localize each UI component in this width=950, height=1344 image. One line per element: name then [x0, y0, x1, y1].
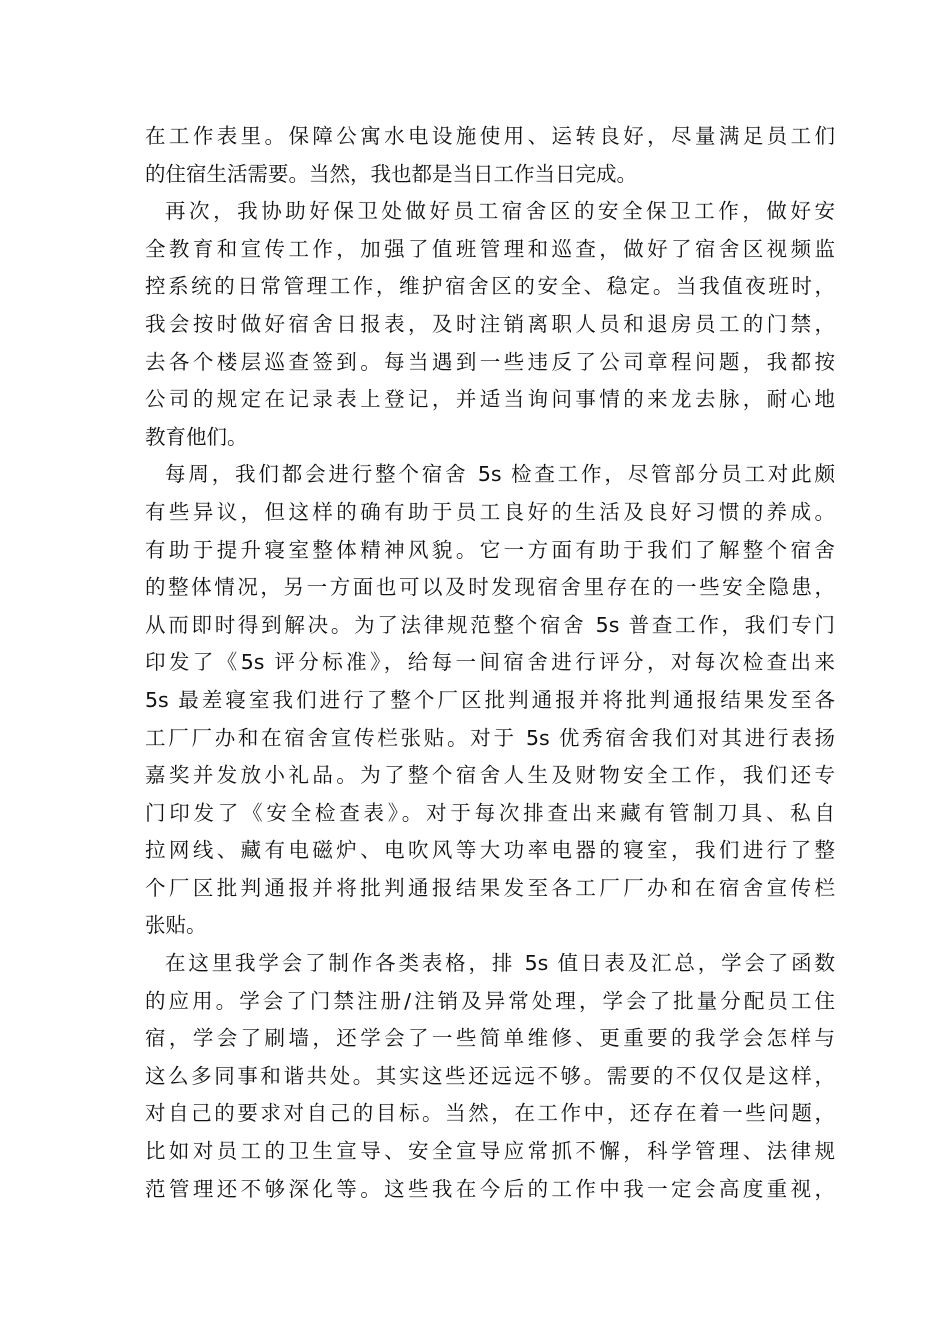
text-line: 个厂区批判通报并将批判通报结果发至各工厂厂办和在宿舍宣传栏 — [145, 875, 835, 900]
text-line: 公司的规定在记录表上登记，并适当询问事情的来龙去脉，耐心地 — [145, 387, 835, 412]
text-line: 教育他们。 — [145, 424, 248, 449]
text-line: 在工作表里。保障公寓水电设施使用、运转良好，尽量满足员工们 — [145, 124, 835, 148]
text-line: 的整体情况，另一方面也可以及时发现宿舍里存在的一些安全隐患， — [145, 575, 835, 600]
text-line: 这么多同事和谐共处。其实这些还远远不够。需要的不仅仅是这样， — [145, 1063, 835, 1088]
text-line: 控系统的日常管理工作，维护宿舍区的安全、稳定。当我值夜班时， — [145, 274, 835, 299]
text-line: 范管理还不够深化等。这些我在今后的工作中我一定会高度重视， — [145, 1176, 835, 1201]
text-line: 有助于提升寝室整体精神风貌。它一方面有助于我们了解整个宿舍 — [145, 537, 835, 562]
text-line: 在这里我学会了制作各类表格，排 5s 值日表及汇总，学会了函数 — [165, 951, 835, 976]
text-line: 嘉奖并发放小礼品。为了整个宿舍人生及财物安全工作，我们还专 — [145, 763, 835, 788]
document-body — [145, 118, 835, 1208]
text-line: 宿，学会了刷墙，还学会了一些简单维修、更重要的我学会怎样与 — [145, 1026, 835, 1051]
text-line: 5s 最差寝室我们进行了整个厂区批判通报并将批判通报结果发至各 — [145, 687, 835, 712]
text-line: 拉网线、藏有电磁炉、电吹风等大功率电器的寝室，我们进行了整 — [145, 838, 835, 863]
text-line: 从而即时得到解决。为了法律规范整个宿舍 5s 普查工作，我们专门 — [145, 612, 835, 637]
text-line: 再次，我协助好保卫处做好员工宿舍区的安全保卫工作，做好安 — [165, 199, 835, 224]
text-line: 我会按时做好宿舍日报表，及时注销离职人员和退房员工的门禁， — [145, 311, 835, 336]
text-line: 去各个楼层巡查签到。每当遇到一些违反了公司章程问题，我都按 — [145, 349, 835, 374]
text-line: 对自己的要求对自己的目标。当然，在工作中，还存在着一些问题， — [145, 1101, 835, 1126]
text-line: 有些异议，但这样的确有助于员工良好的生活及良好习惯的养成。 — [145, 499, 835, 524]
text-line: 比如对员工的卫生宣导、安全宣导应常抓不懈，科学管理、法律规 — [145, 1139, 835, 1164]
text-line: 每周，我们都会进行整个宿舍 5s 检查工作，尽管部分员工对此颇 — [165, 462, 835, 487]
text-line: 全教育和宣传工作，加强了值班管理和巡查，做好了宿舍区视频监 — [145, 236, 835, 261]
text-line: 张贴。 — [145, 913, 207, 938]
text-line: 的住宿生活需要。当然，我也都是当日工作当日完成。 — [145, 161, 637, 186]
text-line: 印发了《5s 评分标准》，给每一间宿舍进行评分，对每次检查出来 — [145, 650, 835, 675]
text-line: 门印发了《安全检查表》。对于每次排查出来藏有管制刀具、私自 — [145, 800, 835, 825]
text-line: 的应用。学会了门禁注册/注销及异常处理，学会了批量分配员工住 — [145, 988, 835, 1013]
text-line: 工厂厂办和在宿舍宣传栏张贴。对于 5s 优秀宿舍我们对其进行表扬 — [145, 725, 835, 750]
